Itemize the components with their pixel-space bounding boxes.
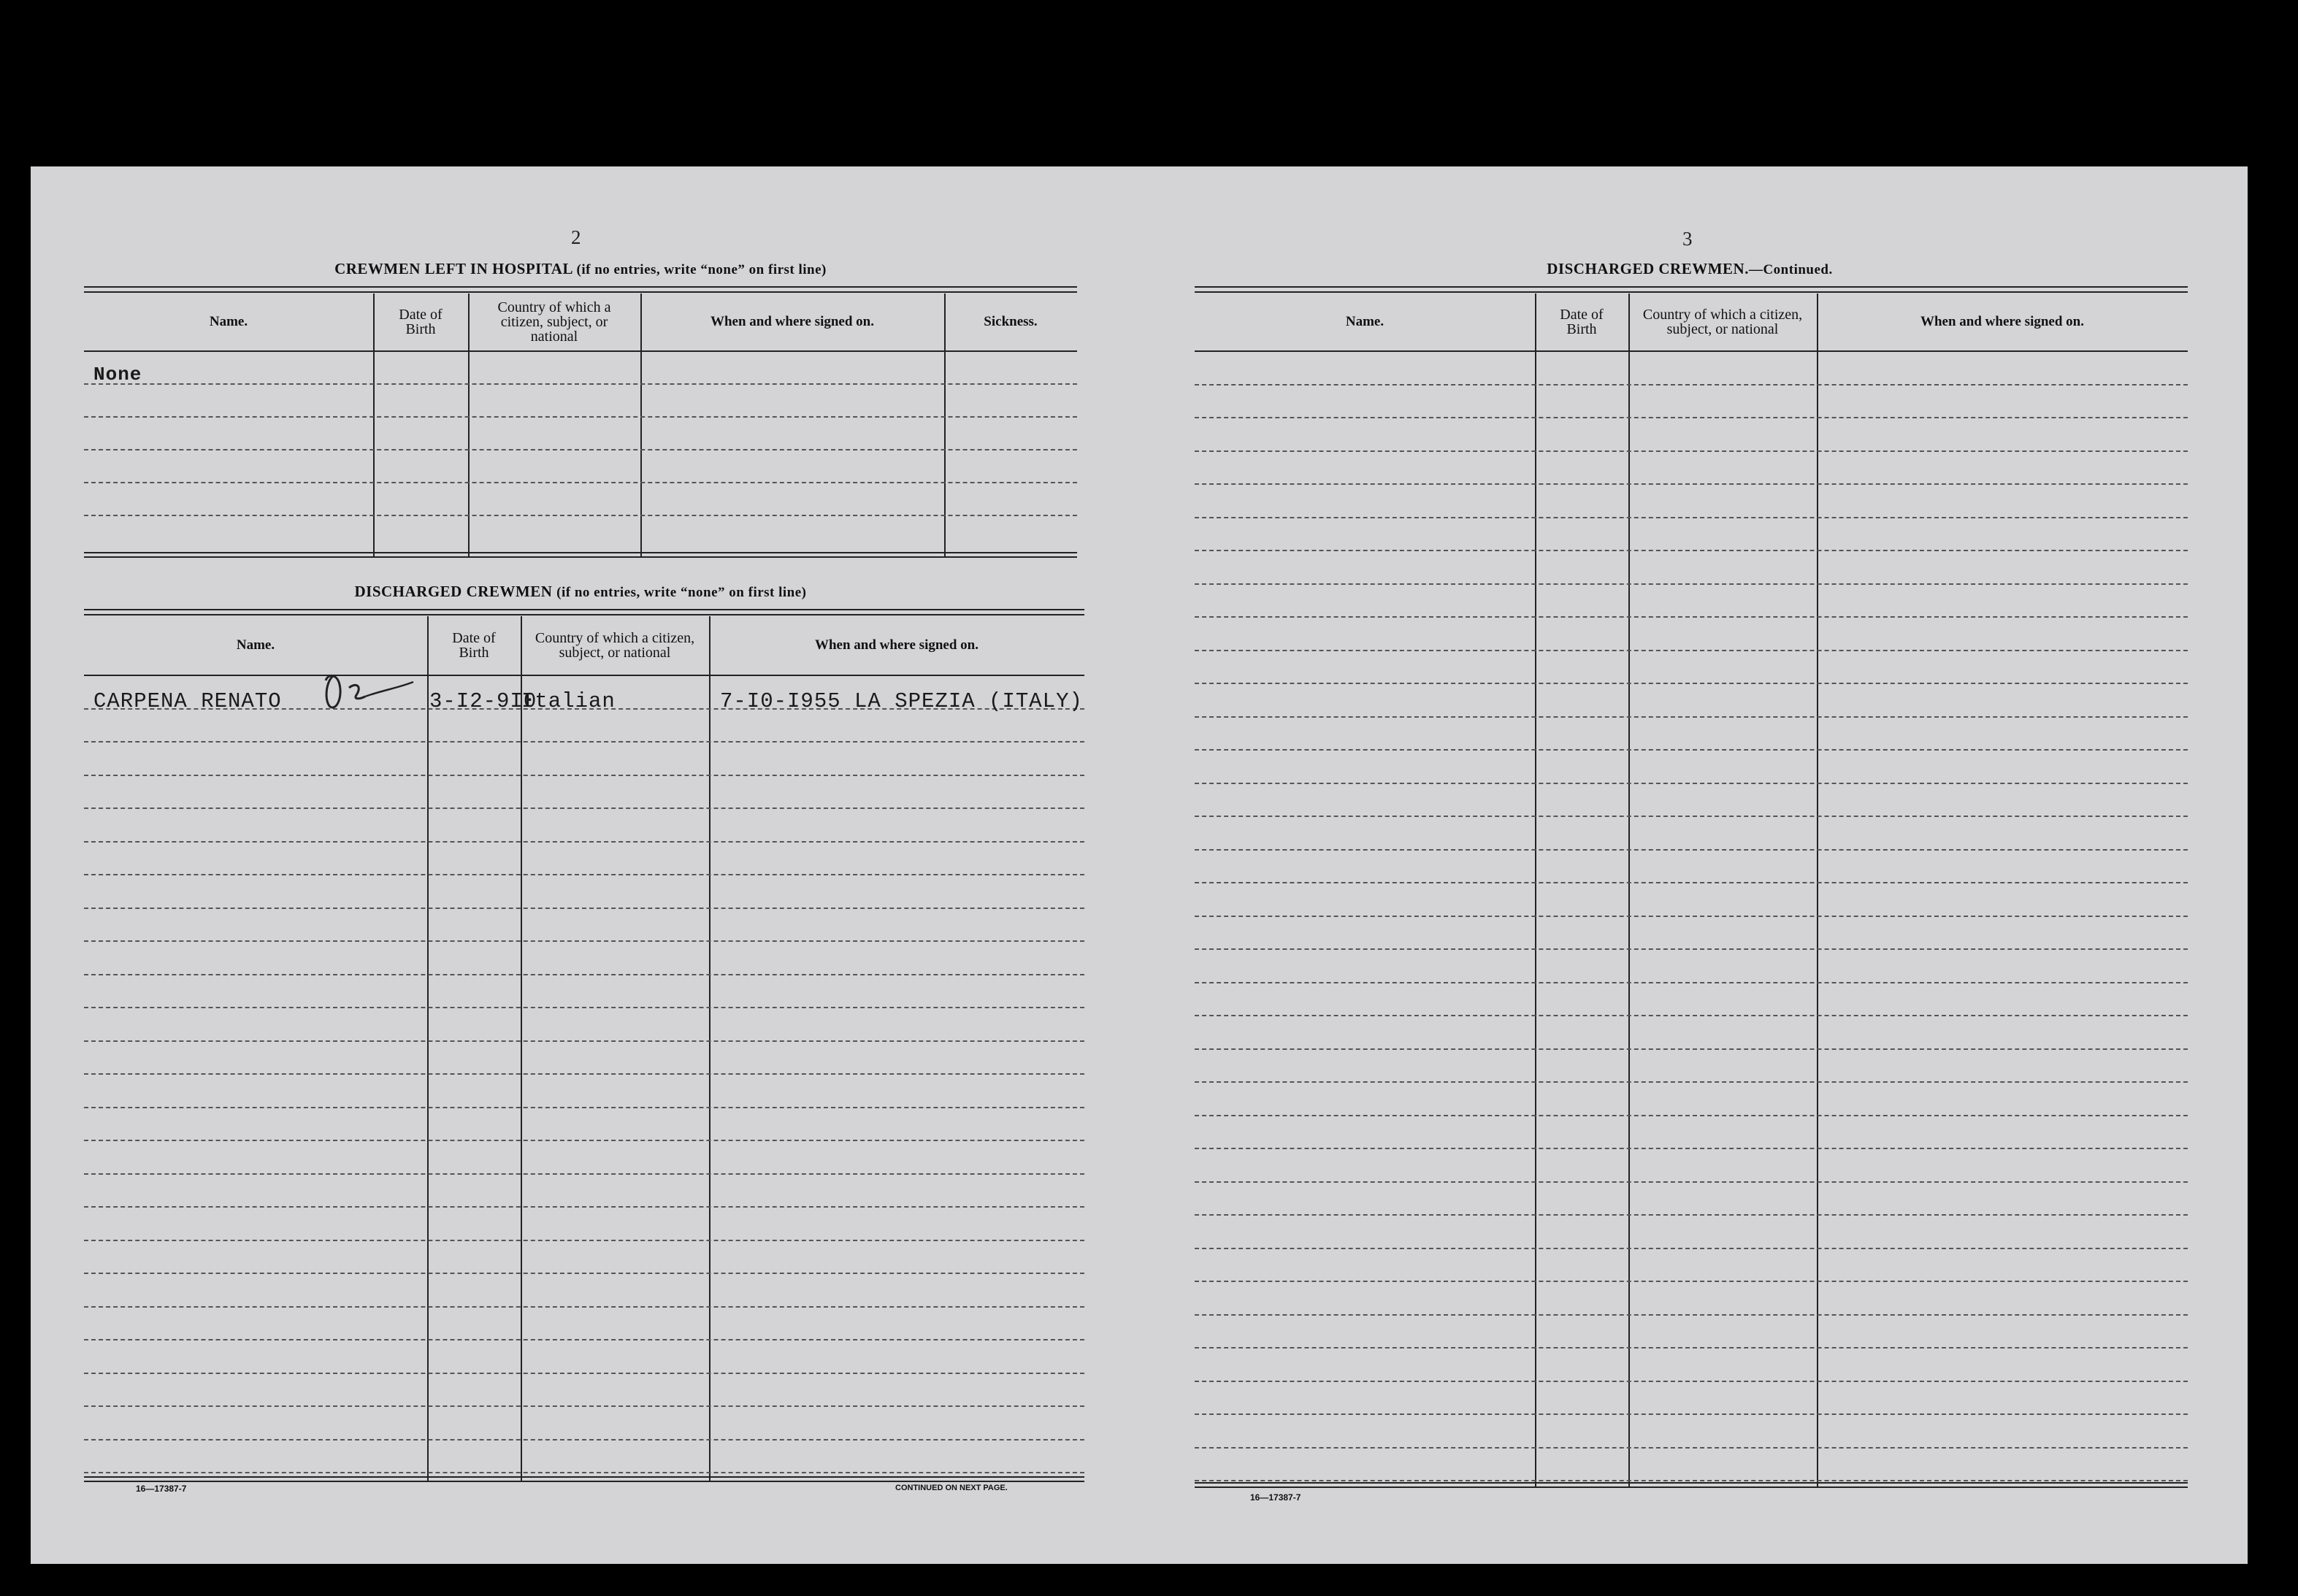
- right-table-header: [1195, 294, 2188, 352]
- table-row: [84, 1206, 1084, 1208]
- table-row: [84, 1373, 1084, 1374]
- discharged-col-country: Country of which a citizen, subject, or national: [535, 630, 695, 661]
- table-row: [1195, 783, 2188, 784]
- right-col-birth: Date of Birth: [1560, 307, 1604, 337]
- discharged-col-birth: Date of Birth: [452, 630, 496, 661]
- table-row: [1195, 1081, 2188, 1083]
- table-row: [84, 1173, 1084, 1175]
- table-row: [1195, 517, 2188, 518]
- discharged-divider: [709, 616, 711, 1482]
- table-row: [1195, 1314, 2188, 1316]
- discharged-title-text: DISCHARGED CREWMEN: [354, 583, 553, 600]
- table-row: [84, 807, 1084, 809]
- discharged-section-title: [84, 583, 1077, 601]
- table-row: [84, 874, 1084, 875]
- table-row: [84, 1107, 1084, 1108]
- crewman-name: CARPENA RENATO: [93, 689, 282, 713]
- table-row: [84, 1405, 1084, 1407]
- table-row: [84, 1073, 1084, 1075]
- table-row: [1195, 1480, 2188, 1481]
- right-page-number: 3: [1682, 228, 1693, 250]
- hospital-divider: [944, 294, 946, 558]
- crewman-birth: 3-I2-9I0: [429, 689, 537, 713]
- right-title-text: DISCHARGED CREWMEN.: [1547, 260, 1749, 277]
- hospital-col-birth: Date of Birth: [399, 307, 443, 337]
- hospital-divider: [640, 294, 642, 558]
- table-row: [1195, 1214, 2188, 1216]
- right-discharged-table: [1195, 286, 2188, 1489]
- right-title-suffix: —Continued.: [1748, 262, 1833, 277]
- right-col-country: Country of which a citizen, subject, or national: [1642, 307, 1803, 337]
- handwritten-initials: [320, 666, 422, 717]
- crewman-country: Italian: [521, 689, 616, 713]
- table-row: [1195, 1048, 2188, 1050]
- table-row: [1195, 916, 2188, 917]
- table-row: [84, 1040, 1084, 1042]
- table-row: [1195, 483, 2188, 485]
- hospital-divider: [373, 294, 375, 558]
- left-page-number: 2: [571, 226, 581, 248]
- table-row: [84, 1439, 1084, 1440]
- table-row: [1195, 1413, 2188, 1415]
- table-row: [84, 974, 1084, 975]
- hospital-title-text: CREWMEN LEFT IN HOSPITAL: [334, 260, 572, 277]
- table-row: [1195, 1381, 2188, 1382]
- table-row: [1195, 816, 2188, 817]
- discharged-bottom-rule: [84, 1476, 1084, 1478]
- hospital-entry-none: None: [93, 364, 142, 385]
- discharged-col-name: Name.: [236, 637, 275, 653]
- table-row: [84, 841, 1084, 843]
- table-row: [1195, 450, 2188, 452]
- discharged-table: [84, 609, 1084, 1484]
- table-row: [84, 1007, 1084, 1008]
- table-row: [84, 416, 1077, 418]
- table-row: [84, 515, 1077, 516]
- table-row: [84, 775, 1084, 776]
- discharged-divider: [521, 616, 522, 1482]
- discharged-table-header: [84, 616, 1084, 676]
- table-row: [1195, 849, 2188, 851]
- right-divider: [1817, 294, 1818, 1488]
- right-section-title: [1195, 260, 2185, 278]
- table-row: [1195, 550, 2188, 551]
- table-row: [1195, 583, 2188, 585]
- table-row: [1195, 1347, 2188, 1348]
- discharged-col-signed: When and where signed on.: [814, 637, 978, 653]
- table-row: [1195, 1115, 2188, 1116]
- table-row: [84, 1140, 1084, 1141]
- table-row: [1195, 749, 2188, 751]
- crewman-signed-on: 7-I0-I955 LA SPEZIA (ITALY): [720, 689, 1083, 713]
- table-row: [84, 1306, 1084, 1308]
- hospital-col-name: Name.: [209, 314, 248, 329]
- hospital-col-signed: When and where signed on.: [710, 314, 874, 329]
- hospital-divider: [468, 294, 470, 558]
- left-form-number: 16—17387-7: [136, 1484, 187, 1494]
- table-row: [1195, 1148, 2188, 1149]
- table-row: [84, 940, 1084, 942]
- table-row: [84, 1472, 1084, 1473]
- hospital-bottom-rule: [84, 552, 1077, 553]
- table-row: [84, 741, 1084, 743]
- table-row: [1195, 616, 2188, 618]
- discharged-divider: [427, 616, 429, 1482]
- hospital-col-country: Country of which a citizen, subject, or national: [497, 299, 611, 345]
- table-row: [1195, 882, 2188, 883]
- hospital-table-header: [84, 294, 1077, 352]
- table-row: [1195, 683, 2188, 684]
- right-col-name: Name.: [1345, 314, 1384, 329]
- continued-note: CONTINUED ON NEXT PAGE.: [895, 1484, 1008, 1492]
- table-row: [1195, 1248, 2188, 1249]
- table-row: [1195, 1015, 2188, 1016]
- table-row: [1195, 948, 2188, 950]
- table-row: [1195, 1281, 2188, 1282]
- table-row: [84, 908, 1084, 909]
- discharged-instruction: (if no entries, write “none” on first line): [556, 585, 807, 600]
- table-row: [1195, 650, 2188, 651]
- table-row: [84, 449, 1077, 450]
- right-divider: [1628, 294, 1630, 1488]
- table-row: [1195, 1181, 2188, 1183]
- right-col-signed: When and where signed on.: [1920, 314, 2084, 329]
- table-row: [84, 482, 1077, 483]
- table-row: [84, 1240, 1084, 1241]
- hospital-instruction: (if no entries, write “none” on first line): [576, 262, 827, 277]
- table-row: [1195, 384, 2188, 385]
- table-row: [84, 383, 1077, 385]
- table-row: [1195, 982, 2188, 983]
- hospital-col-sickness: Sickness.: [984, 314, 1038, 329]
- table-row: [84, 1273, 1084, 1274]
- right-bottom-rule: [1195, 1482, 2188, 1484]
- right-form-number: 16—17387-7: [1250, 1492, 1301, 1503]
- table-row: [84, 1339, 1084, 1340]
- hospital-section-title: [84, 260, 1077, 278]
- table-row: [1195, 716, 2188, 718]
- table-row: [1195, 417, 2188, 418]
- table-row: [1195, 1447, 2188, 1449]
- right-divider: [1535, 294, 1536, 1488]
- hospital-table: [84, 286, 1077, 559]
